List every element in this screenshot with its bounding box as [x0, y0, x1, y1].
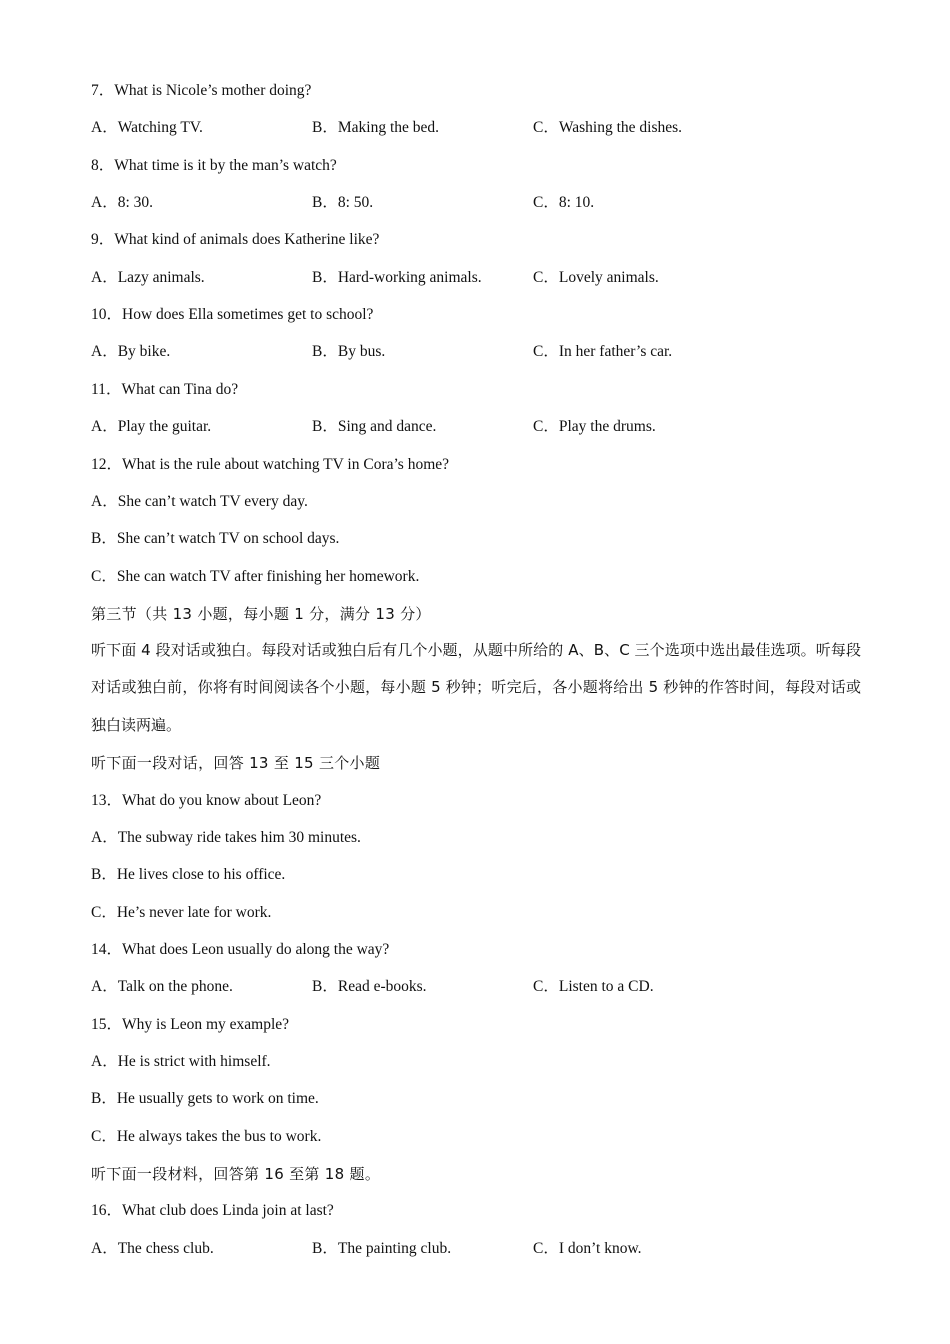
question-7: 7．What is Nicole’s mother doing?	[91, 82, 312, 99]
question-number: 8	[91, 157, 99, 174]
q9-option-b: B．Hard-working animals.	[312, 269, 482, 286]
q11-option-b: B．Sing and dance.	[312, 418, 437, 435]
dialogue-intro-1: 听下面一段对话，回答 13 至 15 三个小题	[91, 754, 381, 772]
question-text: What is the rule about watching TV in Cora’s home?	[122, 456, 450, 473]
q12-option-c: C．She can watch TV after finishing her homework.	[91, 568, 420, 585]
section-3-instructions: 听下面 4 段对话或独白。每段对话或独白后有几个小题，从题中所给的 A、B、C 三个选项中选出最佳选项。听每段对话或独白前，你将有时间阅读各个小题，每小题 5 秒钟；听完后，各小题将给出 5 秒钟的作答时间，每段对话或独白读两遍。	[91, 641, 861, 734]
q7-option-b: B．Making the bed.	[312, 119, 440, 136]
q9-option-c: C．Lovely animals.	[533, 269, 659, 286]
q11-option-a: A．Play the guitar.	[91, 418, 212, 435]
question-number: 10	[91, 306, 107, 323]
q16-option-a: A．The chess club.	[91, 1240, 214, 1257]
question-text: Why is Leon my example?	[122, 1016, 290, 1033]
question-number: 12	[91, 456, 107, 473]
question-text: How does Ella sometimes get to school?	[122, 306, 374, 323]
q10-option-a: A．By bike.	[91, 343, 171, 360]
question-16: 16．What club does Linda join at last?	[91, 1202, 334, 1219]
question-number: 15	[91, 1016, 107, 1033]
q8-option-b: B．8: 50.	[312, 194, 374, 211]
q15-option-b: B．He usually gets to work on time.	[91, 1090, 319, 1107]
question-number: 13	[91, 792, 107, 809]
question-8: 8．What time is it by the man’s watch?	[91, 157, 337, 174]
dialogue-intro-2: 听下面一段材料，回答第 16 至第 18 题。	[91, 1165, 381, 1183]
q11-option-c: C．Play the drums.	[533, 418, 656, 435]
question-number: 9	[91, 231, 99, 248]
question-text: What club does Linda join at last?	[122, 1202, 334, 1219]
question-9: 9．What kind of animals does Katherine like?	[91, 231, 380, 248]
q15-option-c: C．He always takes the bus to work.	[91, 1128, 322, 1145]
question-12: 12．What is the rule about watching TV in Cora’s home?	[91, 456, 450, 473]
question-text: What time is it by the man’s watch?	[114, 157, 337, 174]
question-number: 11	[91, 381, 106, 398]
q16-option-b: B．The painting club.	[312, 1240, 452, 1257]
q7-option-a: A．Watching TV.	[91, 119, 203, 136]
section-3-title: 第三节（共 13 小题，每小题 1 分，满分 13 分）	[91, 605, 431, 623]
q7-option-c: C．Washing the dishes.	[533, 119, 683, 136]
q10-option-b: B．By bus.	[312, 343, 386, 360]
q10-option-c: C．In her father’s car.	[533, 343, 673, 360]
question-10: 10．How does Ella sometimes get to school?	[91, 306, 374, 323]
q15-option-a: A．He is strict with himself.	[91, 1053, 271, 1070]
question-11: 11．What can Tina do?	[91, 381, 239, 398]
question-text: What kind of animals does Katherine like?	[114, 231, 380, 248]
question-15: 15．Why is Leon my example?	[91, 1016, 290, 1033]
q13-option-c: C．He’s never late for work.	[91, 904, 272, 921]
q13-option-b: B．He lives close to his office.	[91, 866, 286, 883]
question-text: What can Tina do?	[121, 381, 239, 398]
q12-option-b: B．She can’t watch TV on school days.	[91, 530, 340, 547]
question-number: 7	[91, 82, 99, 99]
q16-option-c: C．I don’t know.	[533, 1240, 642, 1257]
q14-option-b: B．Read e-books.	[312, 978, 427, 995]
q14-option-a: A．Talk on the phone.	[91, 978, 233, 995]
q14-option-c: C．Listen to a CD.	[533, 978, 654, 995]
q12-option-a: A．She can’t watch TV every day.	[91, 493, 308, 510]
question-text: What does Leon usually do along the way?	[122, 941, 390, 958]
question-number: 16	[91, 1202, 107, 1219]
question-number: 14	[91, 941, 107, 958]
q8-option-c: C．8: 10.	[533, 194, 595, 211]
question-13: 13．What do you know about Leon?	[91, 792, 322, 809]
question-14: 14．What does Leon usually do along the way?	[91, 941, 390, 958]
question-text: What is Nicole’s mother doing?	[114, 82, 312, 99]
q8-option-a: A．8: 30.	[91, 194, 154, 211]
q9-option-a: A．Lazy animals.	[91, 269, 205, 286]
question-text: What do you know about Leon?	[122, 792, 322, 809]
q13-option-a: A．The subway ride takes him 30 minutes.	[91, 829, 361, 846]
